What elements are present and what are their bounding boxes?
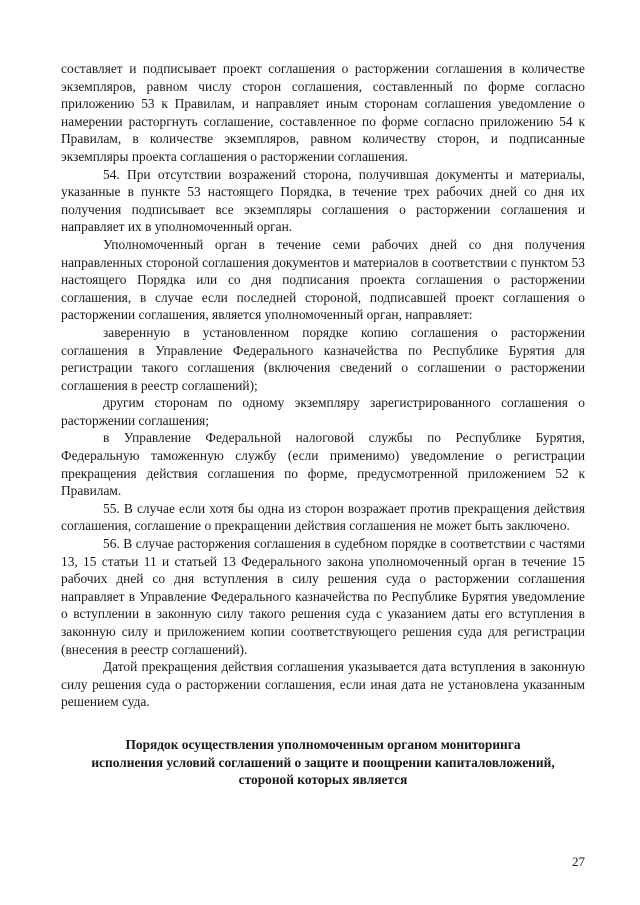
page-number: 27 xyxy=(572,854,585,869)
paragraph-item-copy: заверенную в установленном порядке копию соглашения о расторжении соглашения в Управление Федерального казначейства по Республике Бурятия для регистрации такого соглашения (включения сведений о соглашении о расторжении соглашения в реестр соглашений); xyxy=(61,324,585,393)
section-title: Порядок осуществления уполномоченным органом мониторинга исполнения условий соглашений о защите и поощрении капиталовложений, стороной которых является xyxy=(91,736,555,788)
paragraph-54: 54. При отсутствии возражений сторона, получившая документы и материалы, указанные в пункте 53 настоящего Порядка, в течение трех рабочих дней со дня их получения подписывает все экземпляры соглашения о расторжении соглашения и направляет их в уполномоченный орган. xyxy=(61,166,585,235)
paragraph-authority-sends: Уполномоченный орган в течение семи рабочих дней со дня получения направленных стороной соглашения документов и материалов в соответствии с пунктом 53 настоящего Порядка или со дня подписания проекта соглашения о расторжении соглашения, в случае если последней стороной, подписавшей проект соглашения о расторжении соглашения, является уполномоченный орган, направляет: xyxy=(61,236,585,323)
paragraph-termination-date: Датой прекращения действия соглашения указывается дата вступления в законную силу решения суда о расторжении соглашения, если иная дата не установлена указанным решением суда. xyxy=(61,659,585,710)
document-page xyxy=(61,60,585,789)
paragraph-item-tax-service: в Управление Федеральной налоговой службы по Республике Бурятия, Федеральную таможенную службу (если применимо) уведомление о регистрации прекращения действия соглашения по форме, предусмотренной приложением 52 к Правилам. xyxy=(61,430,585,499)
paragraph-item-other-parties: другим сторонам по одному экземпляру зарегистрированного соглашения о расторжении соглашения; xyxy=(61,395,585,428)
paragraph-56: 56. В случае расторжения соглашения в судебном порядке в соответствии с частями 13, 15 статьи 11 и статьей 13 Федерального закона уполномоченный орган в течение 15 рабочих дней со дня вступления в силу решения суда о расторжении соглашения направляет в Управление Федерального казначейства по Республике Бурятия уведомление о вступлении в законную силу такого решения суда с указанием даты его вступления в законную силу и приложением копии соответствующего решения суда для регистрации (внесения в реестр соглашений). xyxy=(61,536,585,657)
paragraph-55: 55. В случае если хотя бы одна из сторон возражает против прекращения действия соглашения, соглашение о прекращении действия соглашения не может быть заключено. xyxy=(61,500,585,534)
paragraph-continuation: составляет и подписывает проект соглашения о расторжении соглашения в количестве экземпляров, равном числу сторон соглашения, составленный по форме согласно приложению 53 к Правилам, и направляет иным сторонам соглашения уведомление о намерении расторгнуть соглашение, составленное по форме согласно приложению 54 к Правилам, в количестве экземпляров, равном количеству сторон, и подписанные экземпляры проекта соглашения о расторжении соглашения. xyxy=(61,61,585,164)
